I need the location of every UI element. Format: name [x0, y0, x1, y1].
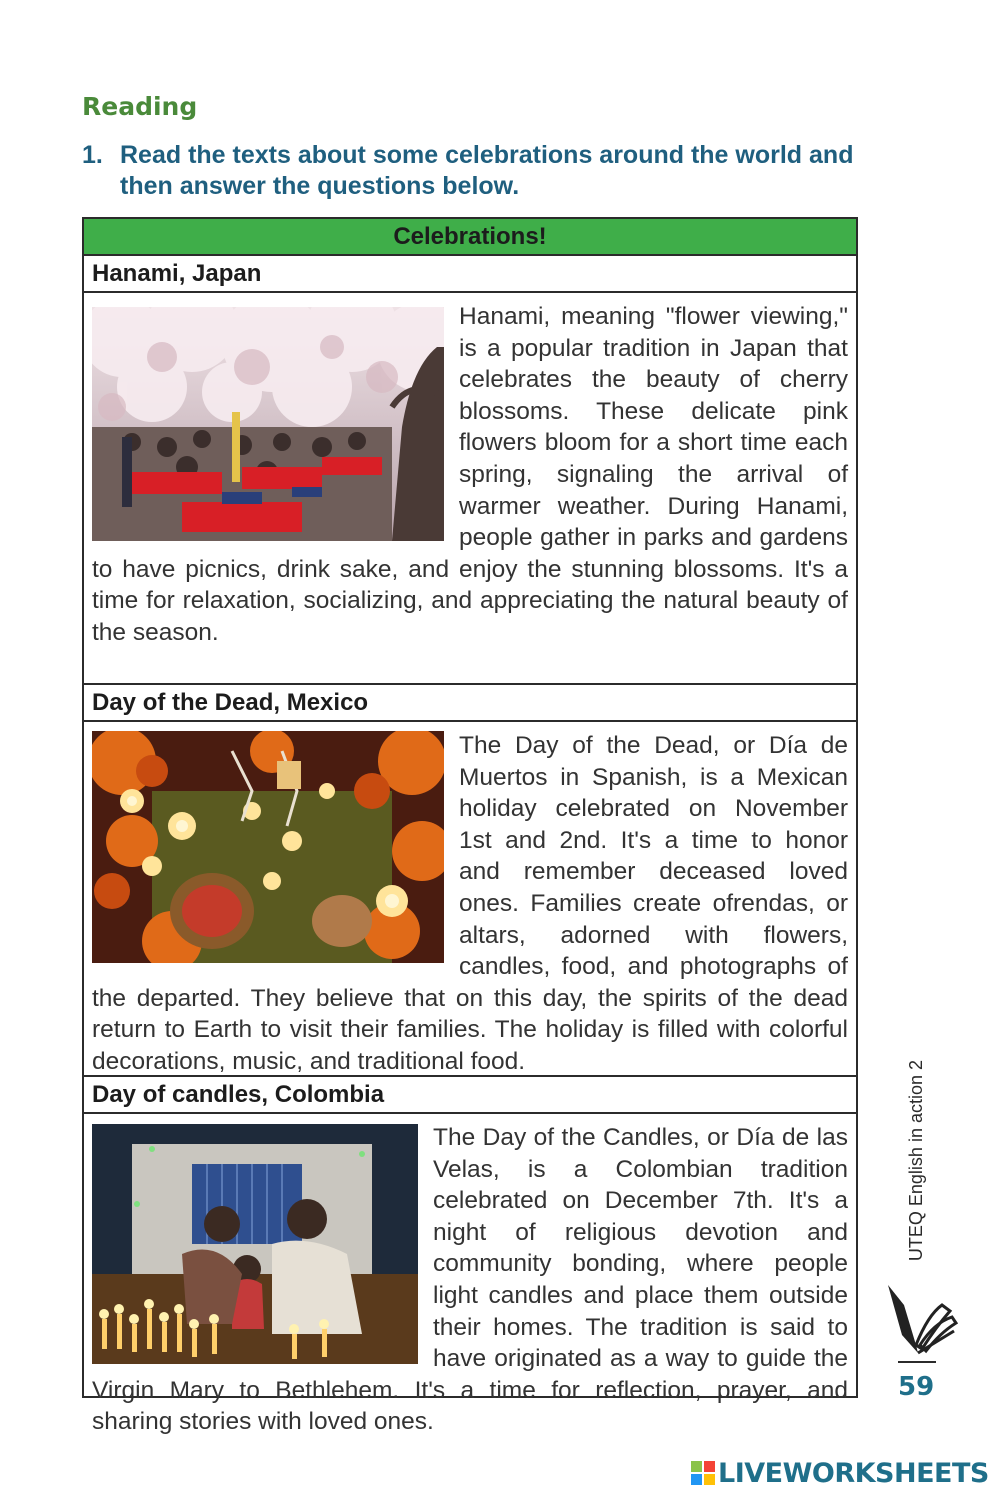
brand-name: LIVEWORKSHEETS — [718, 1457, 989, 1489]
row-body-hanami — [84, 293, 856, 685]
row-title-day-of-the-dead: Day of the Dead, Mexico — [84, 685, 856, 722]
page-number: 59 — [898, 1372, 935, 1402]
row-title-hanami: Hanami, Japan — [84, 256, 856, 293]
candle-family-photo — [92, 1124, 418, 1364]
page-number-rule — [898, 1361, 936, 1363]
open-book-icon — [880, 1275, 958, 1355]
row-text-hanami: Hanami, meaning "flower viewing," is a popular tradition in Japan that celebrates the beauty of cherry blossoms. These delicate pink flowers bloom for a short time each spring, signaling the arrival of warmer weather. During Hanami, people gather in parks and gardens to have picnics, drink sake, and enjoy the stunning blossoms. It's a time for relaxation, socializing, and appreciating the natural beauty of the season. — [92, 303, 848, 646]
row-body-day-of-candles — [84, 1114, 856, 1435]
instruction-number: 1. — [82, 141, 103, 169]
liveworksheets-brand[interactable] — [690, 1458, 989, 1488]
celebrations-table — [82, 217, 858, 1436]
instruction-text: Read the texts about some celebrations around the world and then answer the questions below. — [120, 141, 854, 200]
row-text-day-of-the-dead: The Day of the Dead, or Día de Muertos in Spanish, is a Mexican holiday celebrated on November 1st and 2nd. It's a time to honor and remember deceased loved ones. Families create ofrendas, or altars, adorned with flowers, candles, food, and photographs of the departed. They believe that on this day, the spirits of the dead return to Earth to visit their families. The holiday is filled with colorful decorations, music, and traditional food. — [92, 732, 848, 1075]
row-title-day-of-candles: Day of candles, Colombia — [84, 1077, 856, 1114]
row-body-day-of-the-dead — [84, 722, 856, 1077]
liveworksheets-logo-icon — [690, 1460, 716, 1486]
table-header: Celebrations! — [84, 219, 856, 256]
ofrenda-altar-photo — [92, 731, 444, 963]
instruction — [82, 140, 872, 202]
book-title: UTEQ English in action 2 — [906, 1060, 926, 1262]
row-text-day-of-candles: The Day of the Candles, or Día de las Velas, is a Colombian tradition celebrated on December 7th. It's a night of religious devotion and community bonding, where people light candles and place them outside their homes. The tradition is said to have originated as a way to guide the Virgin Mary to Bethlehem. It's a time for reflection, prayer, and sharing stories with loved ones. — [92, 1124, 848, 1436]
cherry-blossom-photo — [92, 307, 444, 541]
page-side-marker — [880, 1060, 960, 1420]
section-title: Reading — [82, 92, 198, 121]
